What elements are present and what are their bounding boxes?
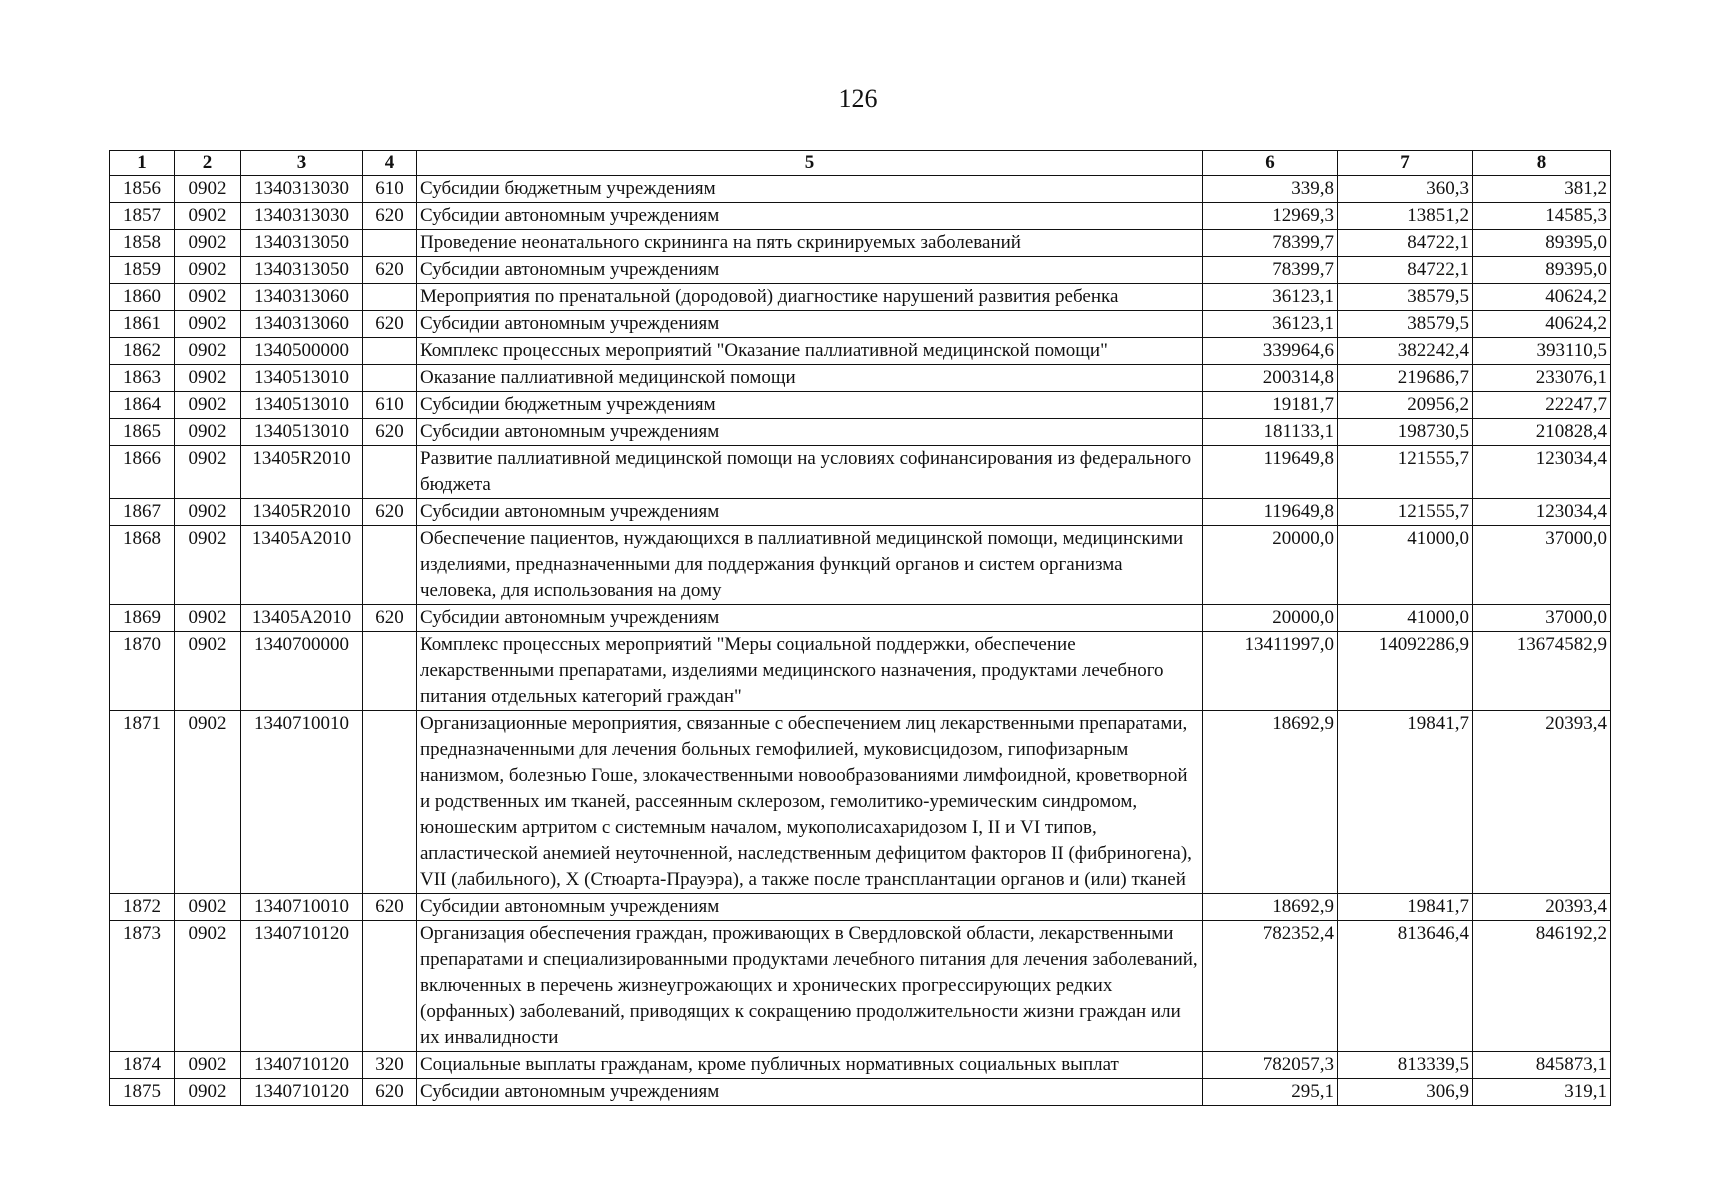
expense-type-cell: [363, 711, 417, 894]
target-article-cell: 1340500000: [241, 338, 363, 365]
amount-year1-cell: 19181,7: [1203, 392, 1338, 419]
amount-year2-cell: 14092286,9: [1338, 632, 1473, 711]
row-number-cell: 1856: [110, 176, 175, 203]
table-row: [110, 203, 1611, 230]
expense-type-cell: 320: [363, 1052, 417, 1079]
section-code-cell: 0902: [175, 1052, 241, 1079]
amount-year1-cell: 36123,1: [1203, 311, 1338, 338]
amount-year1-cell: 13411997,0: [1203, 632, 1338, 711]
expense-type-cell: 610: [363, 176, 417, 203]
amount-year2-cell: 84722,1: [1338, 257, 1473, 284]
row-number-cell: 1873: [110, 921, 175, 1052]
section-code-cell: 0902: [175, 632, 241, 711]
item-name-cell: Организация обеспечения граждан, проживающих в Свердловской области, лекарственными препаратами и специализированными продуктами лечебного питания для лечения заболеваний, включенных в перечень жизнеугрожающих и хронических прогрессирующих редких (орфанных) заболеваний, приводящих к сокращению продолжительности жизни граждан или их инвалидности: [417, 921, 1203, 1052]
row-number-cell: 1858: [110, 230, 175, 257]
row-number-cell: 1864: [110, 392, 175, 419]
amount-year1-cell: 18692,9: [1203, 711, 1338, 894]
amount-year1-cell: 78399,7: [1203, 257, 1338, 284]
amount-year3-cell: 14585,3: [1473, 203, 1611, 230]
section-code-cell: 0902: [175, 392, 241, 419]
target-article-cell: 1340313060: [241, 311, 363, 338]
section-code-cell: 0902: [175, 1079, 241, 1106]
expense-type-cell: [363, 526, 417, 605]
amount-year2-cell: 306,9: [1338, 1079, 1473, 1106]
column-header: 7: [1338, 151, 1473, 176]
amount-year2-cell: 38579,5: [1338, 284, 1473, 311]
table-body: [110, 176, 1611, 1106]
amount-year2-cell: 360,3: [1338, 176, 1473, 203]
column-header: 8: [1473, 151, 1611, 176]
table-row: [110, 176, 1611, 203]
expense-type-cell: 620: [363, 1079, 417, 1106]
section-code-cell: 0902: [175, 203, 241, 230]
section-code-cell: 0902: [175, 894, 241, 921]
table-row: [110, 632, 1611, 711]
amount-year2-cell: 19841,7: [1338, 711, 1473, 894]
table-row: [110, 711, 1611, 894]
target-article-cell: 1340710120: [241, 1052, 363, 1079]
amount-year3-cell: 381,2: [1473, 176, 1611, 203]
row-number-cell: 1875: [110, 1079, 175, 1106]
item-name-cell: Организационные мероприятия, связанные с обеспечением лиц лекарственными препаратами, предназначенными для лечения больных гемофилией, муковисцидозом, гипофизарным нанизмом, болезнью Гоше, злокачественными новообразованиями лимфоидной, кроветворной и родственных им тканей, рассеянным склерозом, гемолитико-уремическим синдромом, юношеским артритом с системным началом, мукополисахаридозом I, II и VI типов, апластической анемией неуточненной, наследственным дефицитом факторов II (фибриногена), VII (лабильного), X (Стюарта-Прауэра), а также после трансплантации органов и (или) тканей: [417, 711, 1203, 894]
amount-year3-cell: 123034,4: [1473, 446, 1611, 499]
amount-year3-cell: 89395,0: [1473, 230, 1611, 257]
row-number-cell: 1874: [110, 1052, 175, 1079]
target-article-cell: 1340710120: [241, 1079, 363, 1106]
amount-year3-cell: 319,1: [1473, 1079, 1611, 1106]
item-name-cell: Оказание паллиативной медицинской помощи: [417, 365, 1203, 392]
amount-year1-cell: 782057,3: [1203, 1052, 1338, 1079]
target-article-cell: 1340710120: [241, 921, 363, 1052]
amount-year2-cell: 382242,4: [1338, 338, 1473, 365]
amount-year3-cell: 40624,2: [1473, 284, 1611, 311]
section-code-cell: 0902: [175, 257, 241, 284]
item-name-cell: Субсидии автономным учреждениям: [417, 419, 1203, 446]
row-number-cell: 1857: [110, 203, 175, 230]
section-code-cell: 0902: [175, 230, 241, 257]
row-number-cell: 1870: [110, 632, 175, 711]
item-name-cell: Субсидии автономным учреждениям: [417, 311, 1203, 338]
item-name-cell: Субсидии автономным учреждениям: [417, 605, 1203, 632]
amount-year1-cell: 78399,7: [1203, 230, 1338, 257]
item-name-cell: Субсидии бюджетным учреждениям: [417, 392, 1203, 419]
row-number-cell: 1872: [110, 894, 175, 921]
amount-year3-cell: 22247,7: [1473, 392, 1611, 419]
section-code-cell: 0902: [175, 311, 241, 338]
table-row: [110, 894, 1611, 921]
amount-year1-cell: 18692,9: [1203, 894, 1338, 921]
section-code-cell: 0902: [175, 284, 241, 311]
table-row: [110, 392, 1611, 419]
amount-year2-cell: 813646,4: [1338, 921, 1473, 1052]
page-number: 126: [838, 84, 878, 113]
expense-type-cell: [363, 338, 417, 365]
target-article-cell: 1340710010: [241, 894, 363, 921]
item-name-cell: Мероприятия по пренатальной (дородовой) диагностике нарушений развития ребенка: [417, 284, 1203, 311]
table-row: [110, 1079, 1611, 1106]
row-number-cell: 1861: [110, 311, 175, 338]
section-code-cell: 0902: [175, 921, 241, 1052]
row-number-cell: 1869: [110, 605, 175, 632]
column-header: 3: [241, 151, 363, 176]
expense-type-cell: [363, 284, 417, 311]
target-article-cell: 13405A2010: [241, 526, 363, 605]
amount-year2-cell: 219686,7: [1338, 365, 1473, 392]
expense-type-cell: 620: [363, 419, 417, 446]
table-row: [110, 526, 1611, 605]
item-name-cell: Комплекс процессных мероприятий "Меры социальной поддержки, обеспечение лекарственными препаратами, изделиями медицинского назначения, продуктами лечебного питания отдельных категорий граждан": [417, 632, 1203, 711]
amount-year3-cell: 233076,1: [1473, 365, 1611, 392]
amount-year1-cell: 200314,8: [1203, 365, 1338, 392]
amount-year3-cell: 845873,1: [1473, 1052, 1611, 1079]
amount-year2-cell: 13851,2: [1338, 203, 1473, 230]
target-article-cell: 1340513010: [241, 365, 363, 392]
amount-year2-cell: 813339,5: [1338, 1052, 1473, 1079]
item-name-cell: Субсидии автономным учреждениям: [417, 1079, 1203, 1106]
target-article-cell: 13405A2010: [241, 605, 363, 632]
amount-year2-cell: 84722,1: [1338, 230, 1473, 257]
table-row: [110, 419, 1611, 446]
amount-year1-cell: 20000,0: [1203, 526, 1338, 605]
amount-year2-cell: 41000,0: [1338, 605, 1473, 632]
item-name-cell: Субсидии автономным учреждениям: [417, 499, 1203, 526]
table-row: [110, 257, 1611, 284]
section-code-cell: 0902: [175, 176, 241, 203]
amount-year2-cell: 121555,7: [1338, 446, 1473, 499]
amount-year3-cell: 37000,0: [1473, 605, 1611, 632]
table-header-row: [110, 151, 1611, 176]
expense-type-cell: [363, 230, 417, 257]
column-header: 2: [175, 151, 241, 176]
item-name-cell: Субсидии автономным учреждениям: [417, 203, 1203, 230]
table-row: [110, 365, 1611, 392]
target-article-cell: 1340700000: [241, 632, 363, 711]
expense-type-cell: [363, 365, 417, 392]
expense-type-cell: 620: [363, 894, 417, 921]
column-header: 4: [363, 151, 417, 176]
amount-year1-cell: 295,1: [1203, 1079, 1338, 1106]
amount-year3-cell: 37000,0: [1473, 526, 1611, 605]
section-code-cell: 0902: [175, 526, 241, 605]
target-article-cell: 1340313050: [241, 257, 363, 284]
amount-year2-cell: 41000,0: [1338, 526, 1473, 605]
target-article-cell: 1340313060: [241, 284, 363, 311]
table-row: [110, 921, 1611, 1052]
amount-year2-cell: 38579,5: [1338, 311, 1473, 338]
expense-type-cell: 620: [363, 257, 417, 284]
row-number-cell: 1867: [110, 499, 175, 526]
row-number-cell: 1871: [110, 711, 175, 894]
table-row: [110, 1052, 1611, 1079]
row-number-cell: 1865: [110, 419, 175, 446]
amount-year1-cell: 339,8: [1203, 176, 1338, 203]
expense-type-cell: 620: [363, 203, 417, 230]
amount-year1-cell: 12969,3: [1203, 203, 1338, 230]
item-name-cell: Проведение неонатального скрининга на пять скринируемых заболеваний: [417, 230, 1203, 257]
row-number-cell: 1860: [110, 284, 175, 311]
amount-year2-cell: 20956,2: [1338, 392, 1473, 419]
amount-year1-cell: 119649,8: [1203, 499, 1338, 526]
table-row: [110, 499, 1611, 526]
section-code-cell: 0902: [175, 499, 241, 526]
expense-type-cell: [363, 921, 417, 1052]
table-row: [110, 338, 1611, 365]
amount-year3-cell: 210828,4: [1473, 419, 1611, 446]
expense-type-cell: 620: [363, 499, 417, 526]
item-name-cell: Обеспечение пациентов, нуждающихся в паллиативной медицинской помощи, медицинскими изделиями, предназначенными для поддержания функций органов и систем организма человека, для использования на дому: [417, 526, 1203, 605]
section-code-cell: 0902: [175, 419, 241, 446]
amount-year1-cell: 782352,4: [1203, 921, 1338, 1052]
amount-year2-cell: 121555,7: [1338, 499, 1473, 526]
target-article-cell: 1340313030: [241, 203, 363, 230]
section-code-cell: 0902: [175, 338, 241, 365]
item-name-cell: Развитие паллиативной медицинской помощи на условиях софинансирования из федерального бюджета: [417, 446, 1203, 499]
expense-type-cell: 620: [363, 605, 417, 632]
budget-table: [109, 150, 1611, 1106]
expense-type-cell: [363, 446, 417, 499]
amount-year3-cell: 40624,2: [1473, 311, 1611, 338]
expense-type-cell: 610: [363, 392, 417, 419]
amount-year1-cell: 36123,1: [1203, 284, 1338, 311]
section-code-cell: 0902: [175, 365, 241, 392]
expense-type-cell: 620: [363, 311, 417, 338]
row-number-cell: 1868: [110, 526, 175, 605]
section-code-cell: 0902: [175, 446, 241, 499]
target-article-cell: 1340313030: [241, 176, 363, 203]
amount-year3-cell: 123034,4: [1473, 499, 1611, 526]
amount-year2-cell: 19841,7: [1338, 894, 1473, 921]
target-article-cell: 13405R2010: [241, 446, 363, 499]
item-name-cell: Социальные выплаты гражданам, кроме публичных нормативных социальных выплат: [417, 1052, 1203, 1079]
amount-year3-cell: 20393,4: [1473, 894, 1611, 921]
column-header: 1: [110, 151, 175, 176]
item-name-cell: Субсидии автономным учреждениям: [417, 257, 1203, 284]
section-code-cell: 0902: [175, 711, 241, 894]
section-code-cell: 0902: [175, 605, 241, 632]
column-header: 6: [1203, 151, 1338, 176]
table-row: [110, 311, 1611, 338]
target-article-cell: 1340513010: [241, 419, 363, 446]
item-name-cell: Комплекс процессных мероприятий "Оказание паллиативной медицинской помощи": [417, 338, 1203, 365]
table-row: [110, 605, 1611, 632]
target-article-cell: 1340513010: [241, 392, 363, 419]
amount-year3-cell: 20393,4: [1473, 711, 1611, 894]
amount-year1-cell: 20000,0: [1203, 605, 1338, 632]
expense-type-cell: [363, 632, 417, 711]
amount-year3-cell: 89395,0: [1473, 257, 1611, 284]
amount-year1-cell: 119649,8: [1203, 446, 1338, 499]
column-header: 5: [417, 151, 1203, 176]
row-number-cell: 1862: [110, 338, 175, 365]
row-number-cell: 1859: [110, 257, 175, 284]
item-name-cell: Субсидии автономным учреждениям: [417, 894, 1203, 921]
amount-year1-cell: 181133,1: [1203, 419, 1338, 446]
amount-year1-cell: 339964,6: [1203, 338, 1338, 365]
table-row: [110, 284, 1611, 311]
table-row: [110, 446, 1611, 499]
target-article-cell: 1340710010: [241, 711, 363, 894]
amount-year3-cell: 846192,2: [1473, 921, 1611, 1052]
target-article-cell: 13405R2010: [241, 499, 363, 526]
row-number-cell: 1866: [110, 446, 175, 499]
row-number-cell: 1863: [110, 365, 175, 392]
amount-year3-cell: 393110,5: [1473, 338, 1611, 365]
item-name-cell: Субсидии бюджетным учреждениям: [417, 176, 1203, 203]
amount-year2-cell: 198730,5: [1338, 419, 1473, 446]
table-row: [110, 230, 1611, 257]
amount-year3-cell: 13674582,9: [1473, 632, 1611, 711]
target-article-cell: 1340313050: [241, 230, 363, 257]
